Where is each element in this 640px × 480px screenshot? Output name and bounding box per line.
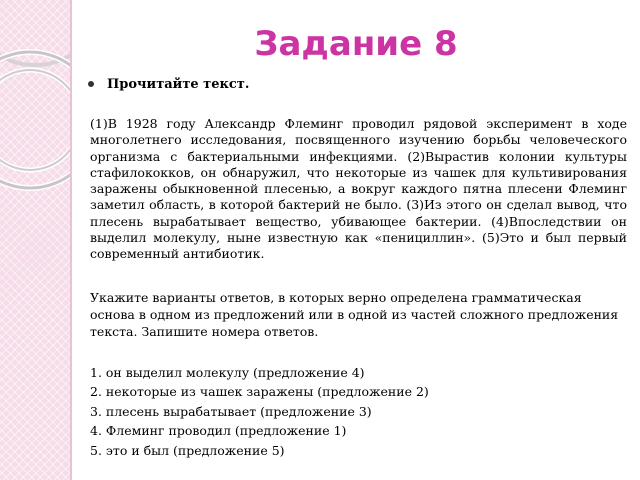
slide-title: Задание 8 xyxy=(254,24,458,64)
bullet-icon xyxy=(88,81,94,87)
task-instruction: Укажите варианты ответов, в которых верно определена грамматическая основа в одном из предложений или в одной из частей сложного предложения текста. Запишите номера ответов. xyxy=(90,289,619,339)
answer-option: 2. некоторые из чашек заражены (предложение 2) xyxy=(90,384,429,400)
sidebar-divider xyxy=(70,0,72,480)
answer-option: 3. плесень вырабатывает (предложение 3) xyxy=(90,403,372,419)
bullet-text: Прочитайте текст. xyxy=(107,77,250,92)
bullet-item xyxy=(88,76,627,94)
slide-content xyxy=(90,76,627,460)
reading-passage: (1)В 1928 году Александр Флеминг проводил рядовой эксперимент в ходе многолетнего исследования, посвященного изучению борьбы человеческого организма с бактериальными инфекциями. (2)Вырастив колонии культуры стафилококков, он обнаружил, что некоторые из чашек для культивирования заражены обыкновенной плесенью, а вокруг каждого пятна плесени Флеминг заметил область, в которой бактерий не было. (3)Из этого он сделал вывод, что плесень вырабатывает вещество, убивающее бактерии. (4)Впоследствии он выделил молекулу, ныне известную как «пенициллин». (5)Это и был первый современный антибиотик. xyxy=(90,116,627,262)
decorative-sidebar xyxy=(0,0,72,480)
answer-options xyxy=(90,363,627,461)
answer-option: 4. Флеминг проводил (предложение 1) xyxy=(90,423,347,439)
answer-option: 1. он выделил молекулу (предложение 4) xyxy=(90,364,365,380)
answer-option: 5. это и был (предложение 5) xyxy=(90,442,285,458)
decorative-circles xyxy=(0,40,72,200)
